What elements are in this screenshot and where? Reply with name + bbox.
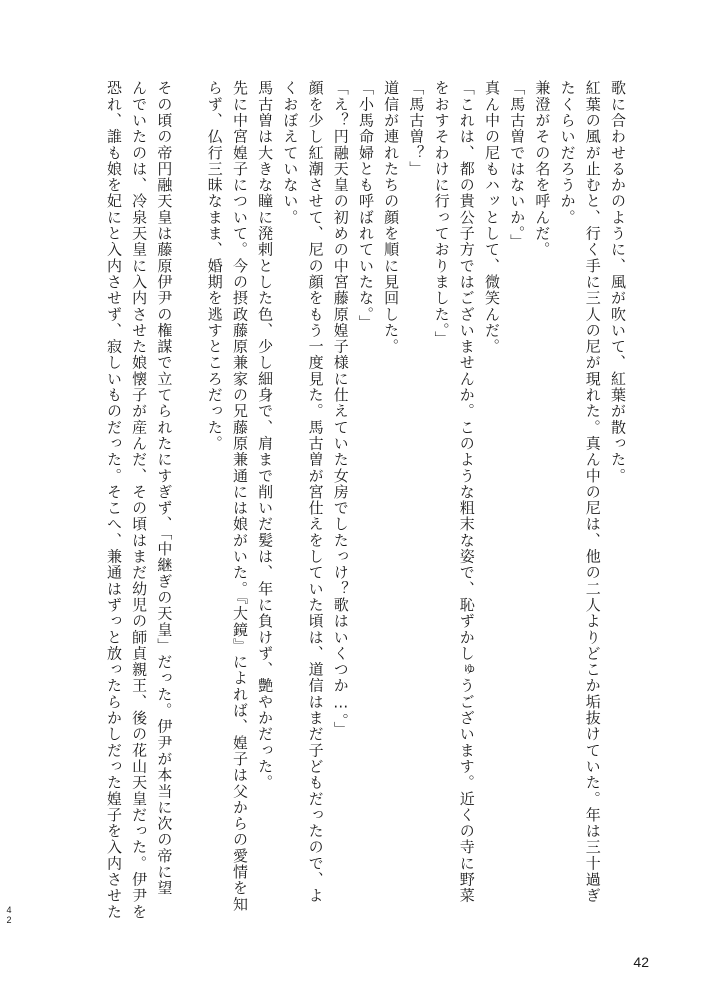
text-line: くおぼえていない。 — [281, 80, 300, 226]
text-line: 馬古曽は大きな瞳に溌剌とした色、少し細身で、肩まで削いだ髪は、年に負けず、艶やかだった。 — [256, 80, 275, 791]
text-line: 紅葉の風が止むと、行く手に三人の尼が現れた。真ん中の尼は、他の二人よりどこか垢抜けていた。年は三十過ぎ — [583, 80, 602, 904]
text-line: をおすそわけに行っておりました。」 — [432, 80, 451, 348]
text-line: 歌に合わせるかのように、風が吹いて、紅葉が散った。 — [609, 80, 627, 484]
text-line: 「馬古曽ではないか。」 — [508, 80, 527, 251]
text-line: 「え？円融天皇の初めの中宮藤原媓子様に仕えていた女房でしたっけ？歌はいくつか…。」 — [331, 80, 350, 738]
page-number: 42 — [633, 954, 649, 970]
text-line: 「小馬命婦とも呼ばれていたな。」 — [356, 80, 375, 331]
text-line: 「これは、都の貴公子方ではございませんか。このような粗末な姿で、恥ずかしゅうございます。近くの寺に野菜 — [457, 80, 476, 904]
text-line — [176, 80, 201, 880]
body-text — [101, 80, 630, 920]
text-line: たくらいだろうか。 — [558, 80, 577, 226]
text-line: 「馬古曽？」 — [407, 80, 426, 177]
text-line: 真ん中の尼もハッとして、微笑んだ。 — [482, 80, 501, 355]
text-line: 恐れ、誰も娘を妃にと入内させず、寂しいものだった。そこへ、兼通はずっと放ったらかしだった媓子を入内させた — [104, 80, 123, 920]
text-line: その頃の帝円融天皇は藤原伊尹の権謀で立てられたにすぎず、「中継ぎの天皇」だった。伊尹が本当に次の帝に望 — [155, 80, 174, 897]
text-line: 顔を少し紅潮させて、尼の顔をもう一度見た。馬古曽が宮仕えをしていた頃は、道信はまだ子どもだったので、よ — [306, 80, 325, 904]
text-line: んでいたのは、冷泉天皇に入内させた娘懐子が産んだ、その頃はまだ幼児の師貞親王、後の花山天皇だった。伊尹を — [130, 80, 149, 920]
margin-page-number: 42 — [4, 905, 14, 925]
text-line: 兼澄がその名を呼んだ。 — [533, 80, 552, 258]
text-line: 道信が連れたちの顔を順に見回した。 — [382, 80, 401, 355]
text-line: らず、仏行三昧なまま、婚期を逃すところだった。 — [205, 80, 224, 452]
text-line: 先に中宮媓子について。今の摂政藤原兼家の兄藤原兼通には娘がいた。『大鏡』によれば、媓子は父からの愛情を知 — [230, 80, 249, 913]
